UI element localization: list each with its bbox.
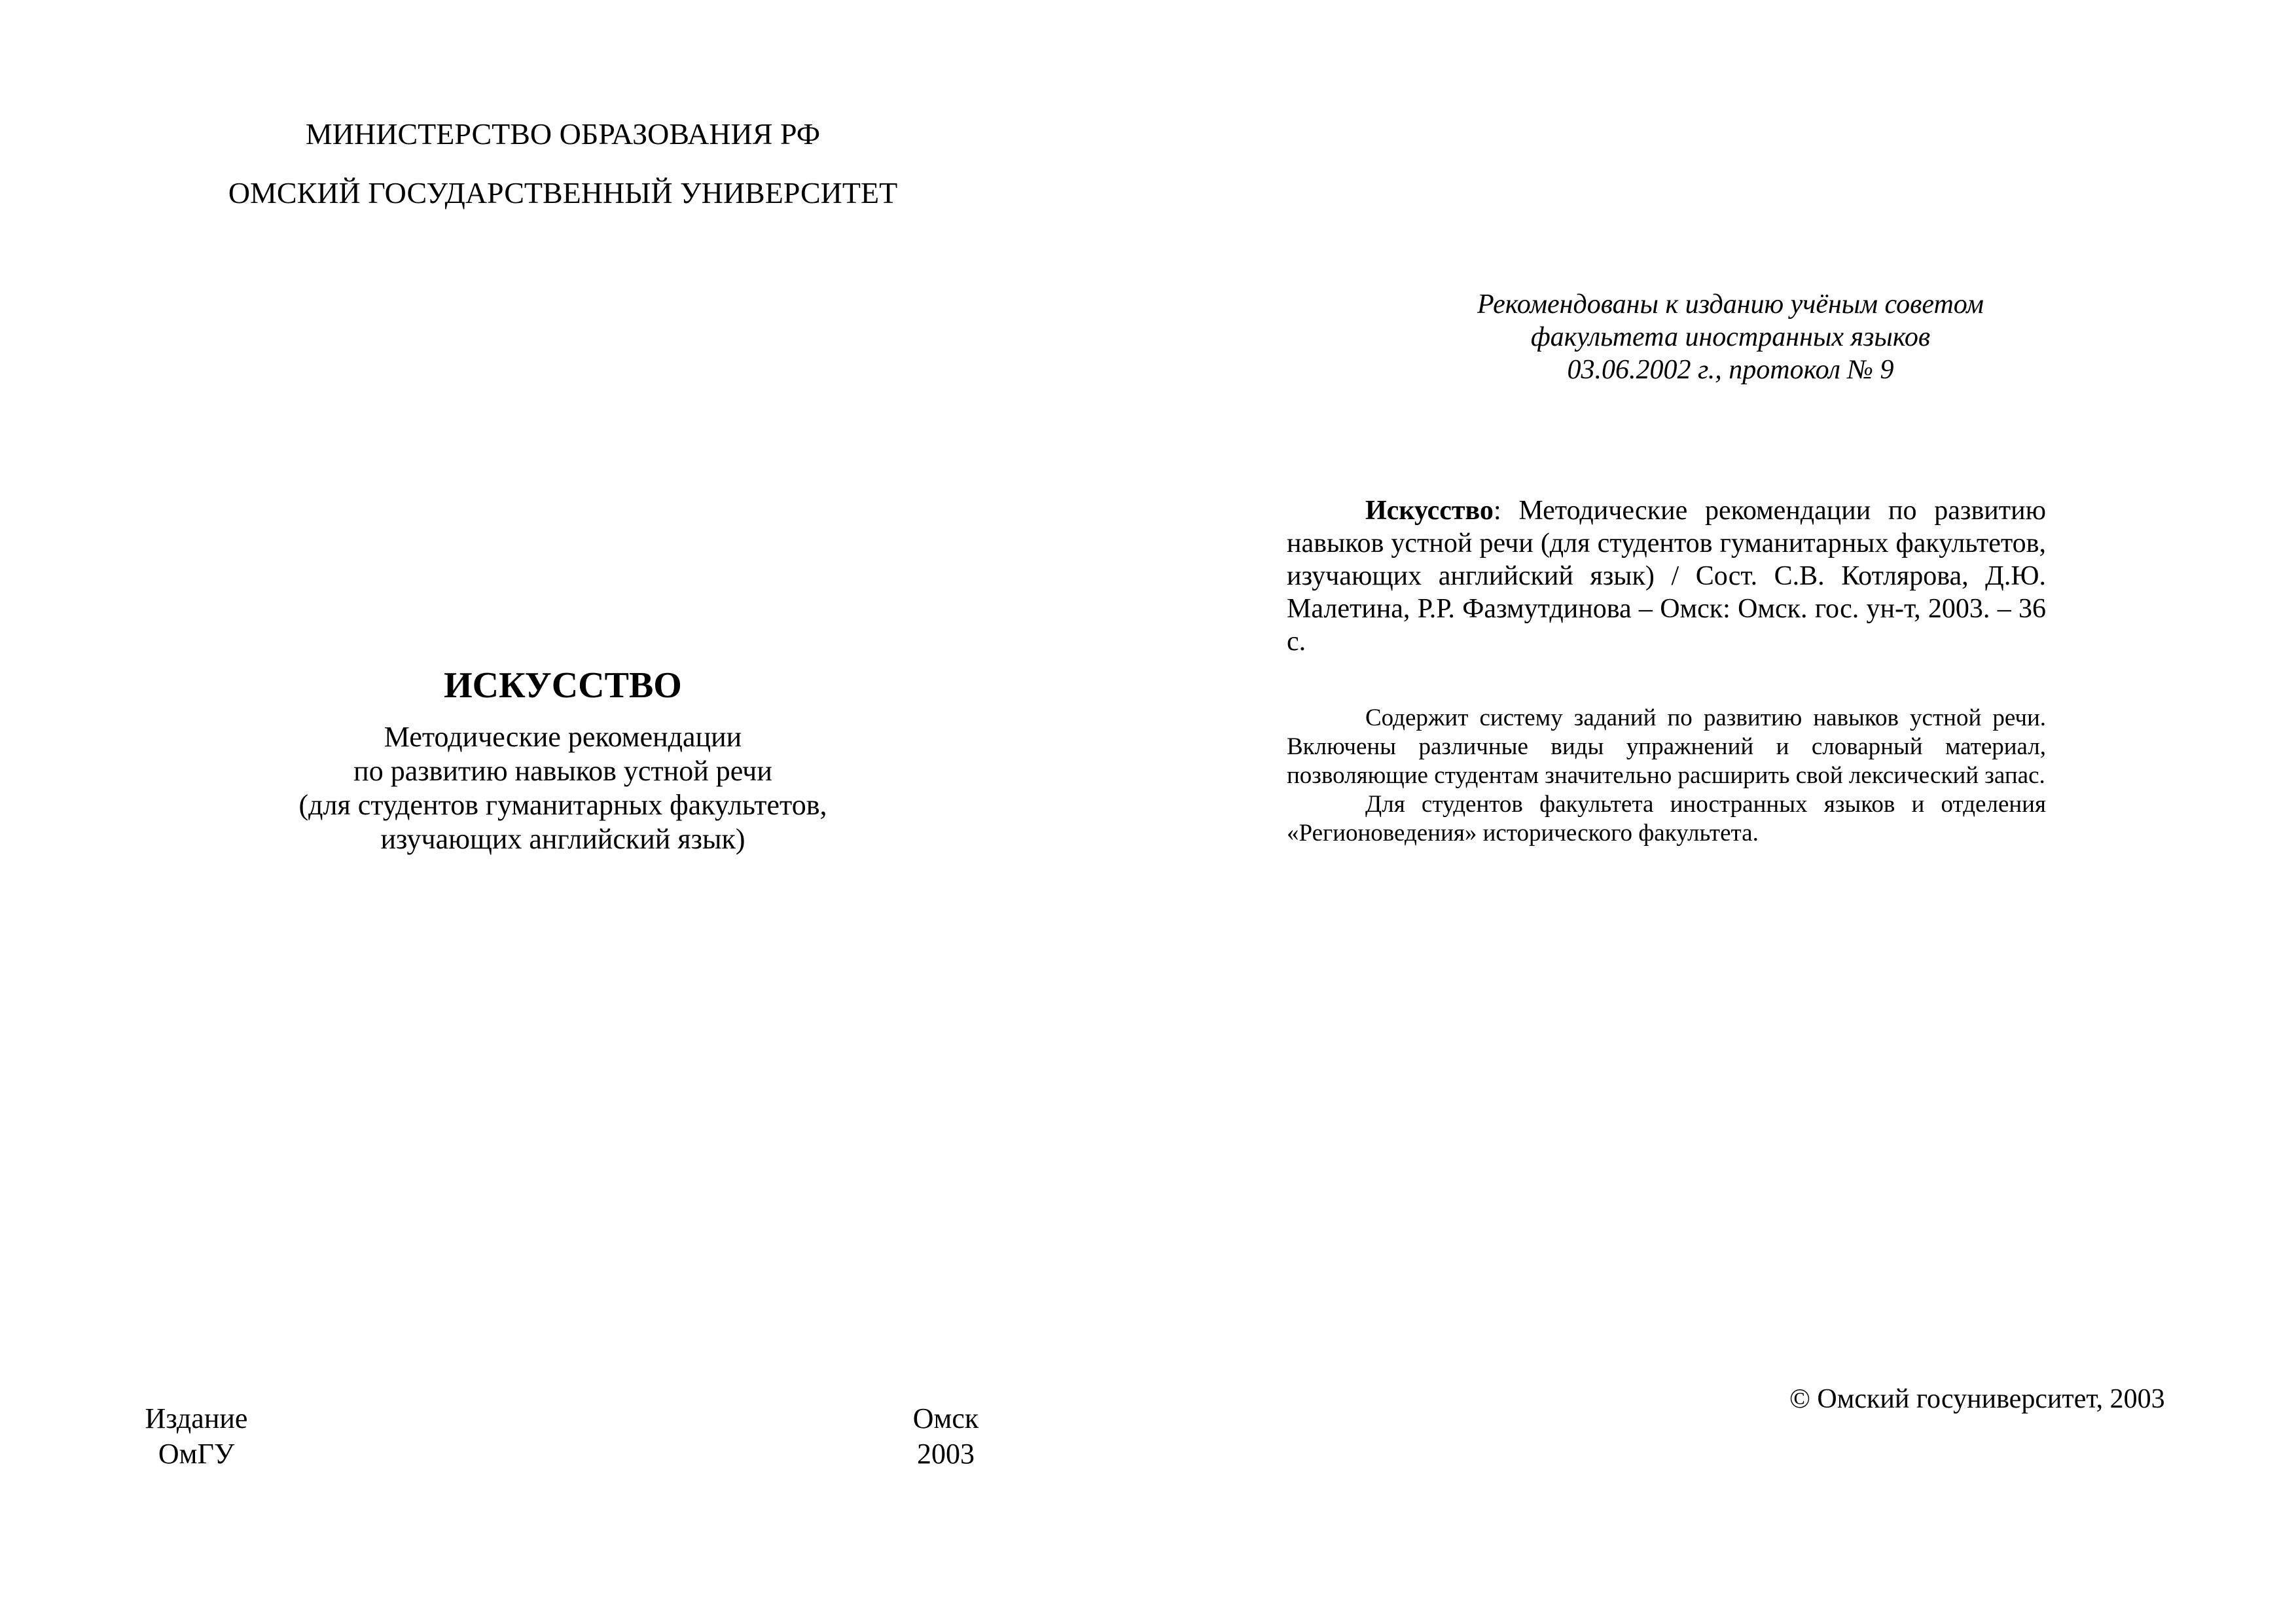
city: Омск [912,1402,979,1434]
approval-line: факультета иностранных языков [1530,322,1931,352]
bibliographic-annotation [1287,494,2046,658]
annotation-title: Искусство [1365,496,1494,526]
year: 2003 [917,1438,975,1470]
subtitle-line: Методические рекомендации [384,721,742,753]
publisher-block [141,1401,252,1472]
book-title: ИСКУССТВО [444,665,682,706]
copyright-notice: © Омский госуниверситет, 2003 [1789,1384,2165,1414]
right-page [1148,0,2296,1623]
approval-note [1285,288,2176,386]
subtitle-line: (для студентов гуманитарных факультетов, [298,789,827,821]
city-year-block [903,1401,988,1472]
publisher-line: Издание [145,1402,248,1434]
university-heading: ОМСКИЙ ГОСУДАРСТВЕННЫЙ УНИВЕРСИТЕТ [228,176,898,210]
book-subtitle [0,720,1126,856]
publisher-name: ОмГУ [158,1438,235,1470]
approval-line: 03.06.2002 г., протокол № 9 [1567,355,1894,385]
ministry-heading: МИНИСТЕРСТВО ОБРАЗОВАНИЯ РФ [305,117,821,151]
summary-paragraph: Содержит систему заданий по развитию навыков устной речи. Включены различные виды упражнений и словарный материал, позволяющие студентам значительно расширить свой лексический запас. [1287,704,2046,789]
approval-line: Рекомендованы к изданию учёным советом [1477,289,1984,319]
annotation-text: : Методические рекомендации по развитию навыков устной речи (для студентов гуманитарных факультетов, изучающих английский язык) / Сост. С.В. Котлярова, Д.Ю. Малетина, Р.Р. Фазмутдинова – Омск: Омск. гос. ун-т, 2003. – 36 с. [1287,496,2046,657]
summary-paragraph: Для студентов факультета иностранных языков и отделения «Регионоведения» исторического факультета. [1287,791,2046,847]
subtitle-line: по развитию навыков устной речи [353,755,772,787]
book-summary [1287,704,2046,848]
subtitle-line: изучающих английский язык) [380,823,745,855]
